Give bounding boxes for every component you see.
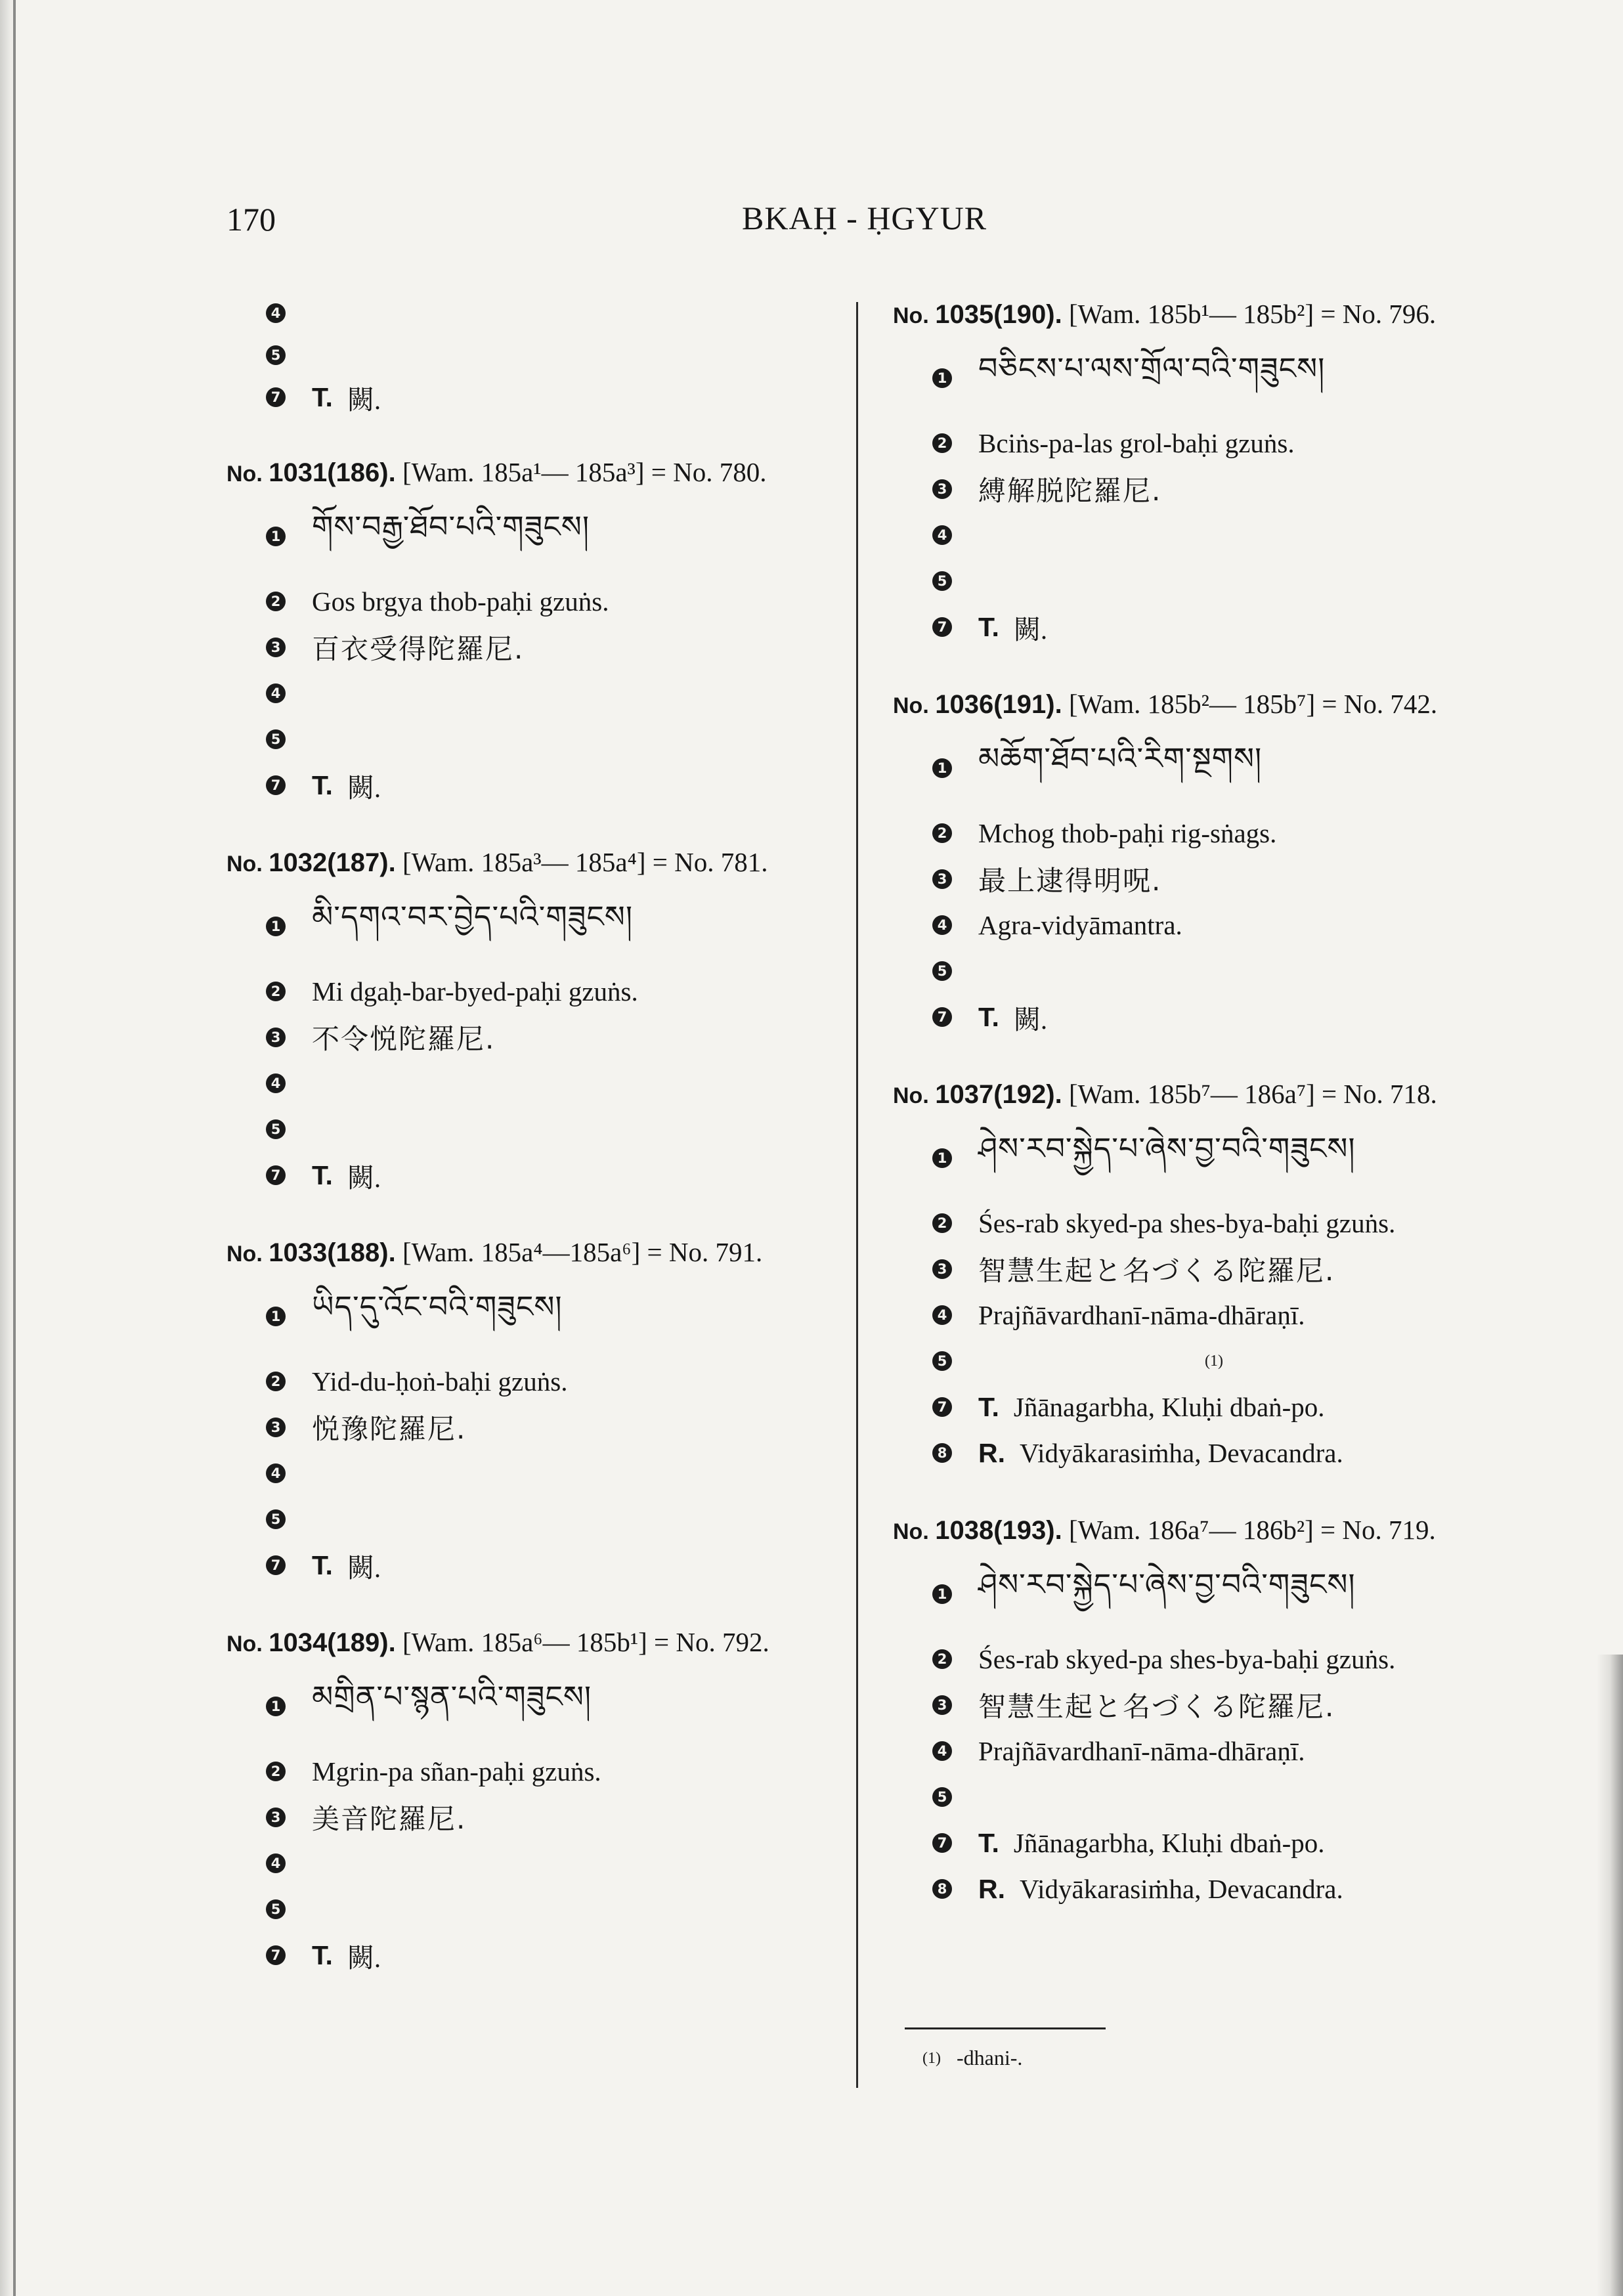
entry-line <box>227 1274 870 1358</box>
entry-line <box>227 1886 870 1932</box>
catalog-entry <box>227 842 870 1198</box>
line-text: Śes-rab skyed-pa shes-bya-baḥi gzuṅs. <box>978 1208 1396 1238</box>
catalog-entry <box>893 1510 1536 1912</box>
entry-line <box>893 1728 1536 1774</box>
line-text: 闕. <box>1013 1004 1048 1035</box>
circled-number-icon: 3 <box>266 1418 286 1437</box>
line-text: Śes-rab skyed-pa shes-bya-baḥi gzuṅs. <box>978 1644 1396 1674</box>
line-text: Agra-vidyāmantra. <box>978 910 1182 940</box>
entry-line <box>893 336 1536 420</box>
tibetan-title: གོས་བརྒྱ་ཐོབ་པའི་གཟུངས། <box>312 509 590 544</box>
footnote-reference: (1) <box>1205 1353 1223 1370</box>
entry-reference: [Wam. 185a⁴—185a⁶] = No. 791. <box>402 1237 763 1267</box>
entry-reference: [Wam. 185b⁷— 186a⁷] = No. 718. <box>1068 1079 1437 1109</box>
tibetan-title: མཆོག་ཐོབ་པའི་རིག་སྔགས། <box>978 741 1263 776</box>
circled-number-icon: 3 <box>932 869 952 889</box>
entry-line <box>227 1152 870 1198</box>
entry-number: No. 1032(187). <box>227 848 396 877</box>
entry-heading <box>893 294 1536 336</box>
entry-line <box>227 334 870 376</box>
entry-heading <box>227 1232 870 1274</box>
entry-line <box>227 968 870 1014</box>
entry-line <box>893 1430 1536 1476</box>
chinese-title: 百衣受得陀羅尼. <box>312 633 525 665</box>
entry-line <box>227 670 870 716</box>
circled-number-icon: 8 <box>932 1443 952 1463</box>
entry-line <box>893 856 1536 902</box>
line-text: Mi dgaḥ-bar-byed-paḥi gzuṅs. <box>312 976 638 1007</box>
entry-heading <box>227 842 870 884</box>
entry-reference: [Wam. 185a³— 185a⁴] = No. 781. <box>402 847 768 877</box>
entry-line <box>227 1358 870 1404</box>
circled-number-icon: 4 <box>932 1305 952 1325</box>
circled-number-icon: 5 <box>266 345 286 365</box>
running-head: BKAḤ - ḤGYUR <box>742 200 987 236</box>
circled-number-icon: 2 <box>932 823 952 843</box>
circled-number-icon: 3 <box>266 1028 286 1047</box>
circled-number-icon: 4 <box>266 1073 286 1093</box>
entry-number: No. 1037(192). <box>893 1080 1062 1109</box>
line-text: Jñānagarbha, Kluḥi dbaṅ-po. <box>1013 1392 1325 1422</box>
line-text: Mgrin-pa sñan-paḥi gzuṅs. <box>312 1756 601 1787</box>
entry-line <box>227 1404 870 1450</box>
entry-line <box>893 1551 1536 1636</box>
entry-line <box>227 762 870 808</box>
circled-number-icon: 3 <box>932 479 952 499</box>
entry-line <box>227 1932 870 1978</box>
entry-heading <box>893 684 1536 726</box>
chinese-title: 智慧生起と名づくる陀羅尼. <box>978 1255 1335 1287</box>
entry-line <box>893 604 1536 650</box>
entry-line <box>227 1450 870 1496</box>
line-text: Gos brgya thob-paḥi gzuṅs. <box>312 586 609 617</box>
entry-line <box>227 1748 870 1794</box>
line-text: Yid-du-ḥoṅ-baḥi gzuṅs. <box>312 1366 568 1397</box>
circled-number-icon: 4 <box>932 525 952 545</box>
circled-number-icon: 2 <box>266 1762 286 1781</box>
line-text: 闕. <box>1013 614 1048 645</box>
entry-number: No. 1031(186). <box>227 458 396 487</box>
circled-number-icon: 4 <box>266 683 286 703</box>
circled-number-icon: 4 <box>932 915 952 935</box>
circled-number-icon: 5 <box>266 729 286 749</box>
tibetan-title: ཡིད་དུ་འོང་བའི་གཟུངས། <box>312 1289 563 1324</box>
entry-line <box>893 810 1536 856</box>
circled-number-icon: 7 <box>266 775 286 795</box>
entry-line <box>227 292 870 334</box>
entry-number: No. 1035(190). <box>893 300 1062 329</box>
right-column <box>893 294 1536 1946</box>
line-label: T. <box>978 1827 999 1858</box>
entry-line <box>227 1060 870 1106</box>
entry-line <box>227 494 870 578</box>
entry-line <box>893 902 1536 948</box>
entry-number: No. 1038(193). <box>893 1516 1062 1545</box>
circled-number-icon: 3 <box>266 1808 286 1827</box>
circled-number-icon: 1 <box>932 758 952 778</box>
chinese-title: 智慧生起と名づくる陀羅尼. <box>978 1691 1335 1723</box>
chinese-title: 不令悦陀羅尼. <box>312 1023 496 1055</box>
circled-number-icon: 3 <box>932 1695 952 1715</box>
line-text: Prajñāvardhanī-nāma-dhāraṇī. <box>978 1300 1305 1330</box>
circled-number-icon: 2 <box>932 1213 952 1233</box>
entry-heading <box>227 1622 870 1664</box>
catalog-entry <box>227 452 870 808</box>
entry-line <box>227 624 870 670</box>
entry-line <box>227 1542 870 1588</box>
line-label: R. <box>978 1873 1005 1904</box>
line-text: Mchog thob-paḥi rig-sṅags. <box>978 818 1277 848</box>
entry-line <box>227 1794 870 1840</box>
entry-line <box>893 420 1536 466</box>
line-text: 闕. <box>347 772 381 803</box>
circled-number-icon: 1 <box>266 527 286 546</box>
left-column <box>227 292 870 2012</box>
entry-reference: [Wam. 185a⁶— 185b¹] = No. 792. <box>402 1627 769 1657</box>
line-label: T. <box>312 1159 333 1190</box>
circled-number-icon: 5 <box>932 961 952 981</box>
circled-number-icon: 7 <box>932 617 952 637</box>
entry-number: No. 1033(188). <box>227 1238 396 1267</box>
entry-heading <box>893 1074 1536 1116</box>
entry-line <box>893 466 1536 512</box>
circled-number-icon: 7 <box>266 387 286 407</box>
chinese-title: 悦豫陀羅尼. <box>312 1413 467 1445</box>
line-text: 闕. <box>347 1942 381 1973</box>
entry-line <box>227 716 870 762</box>
entry-line <box>893 948 1536 994</box>
circled-number-icon: 4 <box>266 1853 286 1873</box>
entry-reference: [Wam. 185b²— 185b⁷] = No. 742. <box>1068 689 1438 719</box>
entry-line <box>893 1292 1536 1338</box>
entry-line <box>893 558 1536 604</box>
line-text: 闕. <box>347 1162 381 1193</box>
circled-number-icon: 5 <box>932 1787 952 1807</box>
line-text: 闕. <box>347 1552 381 1583</box>
line-label: T. <box>312 381 333 412</box>
tibetan-title: ཤེས་རབ་སྐྱེད་པ་ཞེས་བྱ་བའི་གཟུངས། <box>978 1131 1356 1166</box>
circled-number-icon: 5 <box>266 1899 286 1919</box>
circled-number-icon: 7 <box>266 1555 286 1575</box>
circled-number-icon: 2 <box>266 1372 286 1391</box>
page-number: 170 <box>227 201 276 238</box>
footnote-mark: (1) <box>922 2050 941 2067</box>
line-label: T. <box>312 1939 333 1970</box>
entry-line <box>893 1774 1536 1820</box>
line-label: T. <box>978 611 999 642</box>
entry-line <box>227 376 870 418</box>
circled-number-icon: 8 <box>932 1879 952 1899</box>
tibetan-title: བཅིངས་པ་ལས་གྲོལ་བའི་གཟུངས། <box>978 351 1326 386</box>
circled-number-icon: 2 <box>932 433 952 453</box>
line-label: R. <box>978 1437 1005 1468</box>
entry-line <box>893 1682 1536 1728</box>
entry-line <box>227 1664 870 1748</box>
circled-number-icon: 2 <box>266 592 286 611</box>
catalog-entry <box>893 1074 1536 1476</box>
circled-number-icon: 7 <box>266 1945 286 1965</box>
chinese-title: 縛解脱陀羅尼. <box>978 475 1162 507</box>
entry-line <box>227 884 870 968</box>
line-label: T. <box>978 1391 999 1422</box>
continued-entry <box>227 292 870 418</box>
entry-line <box>227 1106 870 1152</box>
entry-line <box>227 1840 870 1886</box>
circled-number-icon: 7 <box>932 1833 952 1853</box>
footnote-rule <box>905 2027 1106 2029</box>
entry-line <box>227 1014 870 1060</box>
entry-heading <box>893 1510 1536 1551</box>
line-label: T. <box>312 769 333 800</box>
footnote-text: -dhani-. <box>956 2046 1023 2069</box>
entry-line <box>893 1384 1536 1430</box>
entry-number: No. 1034(189). <box>227 1628 396 1657</box>
entry-line <box>893 726 1536 810</box>
line-text: Jñānagarbha, Kluḥi dbaṅ-po. <box>1013 1828 1325 1858</box>
circled-number-icon: 5 <box>932 571 952 591</box>
chinese-title: 最上逮得明呪. <box>978 865 1162 897</box>
entry-reference: [Wam. 185b¹— 185b²] = No. 796. <box>1068 299 1437 329</box>
circled-number-icon: 3 <box>932 1259 952 1279</box>
circled-number-icon: 3 <box>266 638 286 657</box>
circled-number-icon: 1 <box>266 917 286 936</box>
line-text: Vidyākarasiṁha, Devacandra. <box>1020 1874 1343 1904</box>
circled-number-icon: 5 <box>266 1119 286 1139</box>
circled-number-icon: 2 <box>266 982 286 1001</box>
circled-number-icon: 4 <box>266 303 286 323</box>
catalog-entry <box>227 1622 870 1978</box>
tibetan-title: མི་དགའ་བར་བྱེད་པའི་གཟུངས། <box>312 899 634 934</box>
entry-reference: [Wam. 186a⁷— 186b²] = No. 719. <box>1068 1515 1436 1545</box>
entry-line <box>893 1636 1536 1682</box>
circled-number-icon: 5 <box>932 1351 952 1371</box>
entry-number: No. 1036(191). <box>893 690 1062 719</box>
line-text: Bciṅs-pa-las grol-baḥi gzuṅs. <box>978 428 1295 458</box>
circled-number-icon: 7 <box>932 1397 952 1417</box>
binding-line <box>13 0 16 2296</box>
entry-line <box>227 578 870 624</box>
entry-heading <box>227 452 870 494</box>
circled-number-icon: 7 <box>932 1007 952 1027</box>
entry-line <box>893 512 1536 558</box>
entry-line <box>893 1866 1536 1912</box>
line-label: T. <box>978 1001 999 1032</box>
circled-number-icon: 7 <box>266 1165 286 1185</box>
line-text: Prajñāvardhanī-nāma-dhāraṇī. <box>978 1736 1305 1766</box>
footnote <box>922 2046 1022 2070</box>
entry-reference: [Wam. 185a¹— 185a³] = No. 780. <box>402 457 767 487</box>
entry-line <box>893 1820 1536 1866</box>
circled-number-icon: 1 <box>932 368 952 388</box>
entry-line <box>893 1200 1536 1246</box>
circled-number-icon: 2 <box>932 1649 952 1669</box>
line-text: Vidyākarasiṁha, Devacandra. <box>1020 1438 1343 1468</box>
entry-line <box>893 994 1536 1040</box>
entry-line <box>893 1246 1536 1292</box>
line-text: 闕. <box>347 384 381 415</box>
circled-number-icon: 1 <box>932 1584 952 1604</box>
catalog-entry <box>893 294 1536 650</box>
circled-number-icon: 1 <box>266 1307 286 1326</box>
circled-number-icon: 1 <box>266 1697 286 1716</box>
circled-number-icon: 4 <box>266 1463 286 1483</box>
page-edge-right <box>1597 1655 1623 2296</box>
circled-number-icon: 5 <box>266 1509 286 1529</box>
tibetan-title: ཤེས་རབ་སྐྱེད་པ་ཞེས་བྱ་བའི་གཟུངས། <box>978 1567 1356 1602</box>
tibetan-title: མགྲིན་པ་སྙན་པའི་གཟུངས། <box>312 1679 592 1714</box>
entry-line <box>893 1116 1536 1200</box>
chinese-title: 美音陀羅尼. <box>312 1803 467 1835</box>
circled-number-icon: 4 <box>932 1741 952 1761</box>
catalog-entry <box>893 684 1536 1040</box>
circled-number-icon: 1 <box>932 1148 952 1168</box>
catalog-entry <box>227 1232 870 1588</box>
entry-line <box>227 1496 870 1542</box>
line-label: T. <box>312 1549 333 1580</box>
